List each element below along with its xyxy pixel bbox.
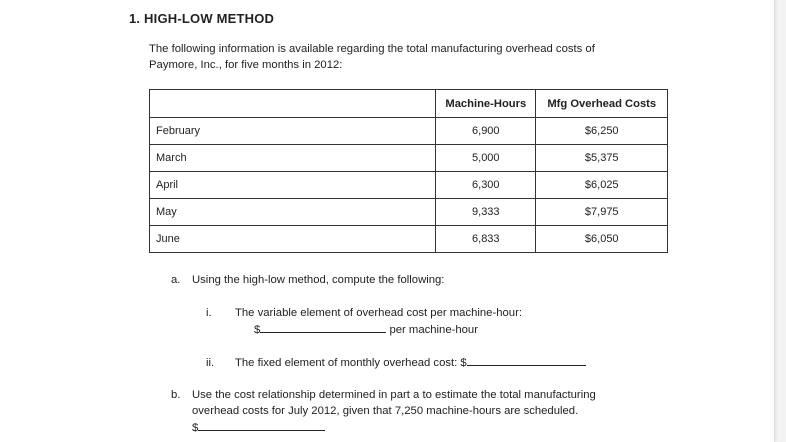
- question-a-ii: [206, 354, 586, 369]
- question-b-text: [192, 387, 712, 436]
- question-b-line-2: overhead costs for July 2012, given that 7,250 machine-hours are scheduled.: [192, 405, 579, 417]
- currency-symbol: $: [192, 422, 199, 434]
- table-row: [150, 226, 668, 253]
- question-b-label: b.: [171, 389, 181, 401]
- cell-month: May: [150, 199, 436, 226]
- cell-cost: $6,250: [536, 118, 668, 145]
- question-a-text: Using the high-low method, compute the following:: [192, 274, 445, 286]
- cell-cost: $5,375: [536, 145, 668, 172]
- column-header-month: [150, 90, 436, 118]
- cell-hours: 5,000: [436, 145, 536, 172]
- overhead-cost-table: [149, 89, 668, 253]
- question-b-line-1: Use the cost relationship determined in part a to estimate the total manufacturing: [192, 389, 596, 401]
- column-header-overhead-costs: Mfg Overhead Costs: [536, 90, 668, 118]
- question-b: [171, 387, 596, 434]
- cell-hours: 6,833: [436, 226, 536, 253]
- question-a-ii-label: ii.: [206, 357, 215, 369]
- question-a-i-label: i.: [206, 307, 212, 319]
- cell-month: June: [150, 226, 436, 253]
- answer-blank-variable-cost[interactable]: [260, 321, 386, 333]
- section-heading: 1. HIGH-LOW METHOD: [129, 11, 275, 26]
- unit-label: per machine-hour: [389, 324, 478, 336]
- cell-cost: $6,025: [536, 172, 668, 199]
- question-a-i: [206, 305, 522, 338]
- answer-blank-fixed-cost[interactable]: [467, 354, 586, 366]
- question-a-i-text: The variable element of overhead cost per machine-hour:: [235, 307, 522, 319]
- cell-month: April: [150, 172, 436, 199]
- question-a-label: a.: [171, 274, 181, 286]
- column-header-machine-hours: Machine-Hours: [436, 90, 536, 118]
- cell-hours: 6,900: [436, 118, 536, 145]
- cell-month: March: [150, 145, 436, 172]
- intro-line-1: The following information is available regarding the total manufacturing overhead costs of: [149, 43, 595, 55]
- cell-cost: $6,050: [536, 226, 668, 253]
- cell-hours: 9,333: [436, 199, 536, 226]
- question-a: [171, 274, 444, 286]
- question-a-ii-text: The fixed element of monthly overhead cost: $: [235, 357, 467, 369]
- cell-hours: 6,300: [436, 172, 536, 199]
- table-row: [150, 118, 668, 145]
- cell-month: February: [150, 118, 436, 145]
- table-row: [150, 145, 668, 172]
- answer-blank-july-overhead[interactable]: [198, 419, 325, 431]
- intro-paragraph: [149, 41, 709, 73]
- cell-cost: $7,975: [536, 199, 668, 226]
- table-row: [150, 199, 668, 226]
- table-header-row: [150, 90, 668, 118]
- table-row: [150, 172, 668, 199]
- currency-symbol: $: [254, 324, 261, 336]
- intro-line-2: Paymore, Inc., for five months in 2012:: [149, 59, 343, 71]
